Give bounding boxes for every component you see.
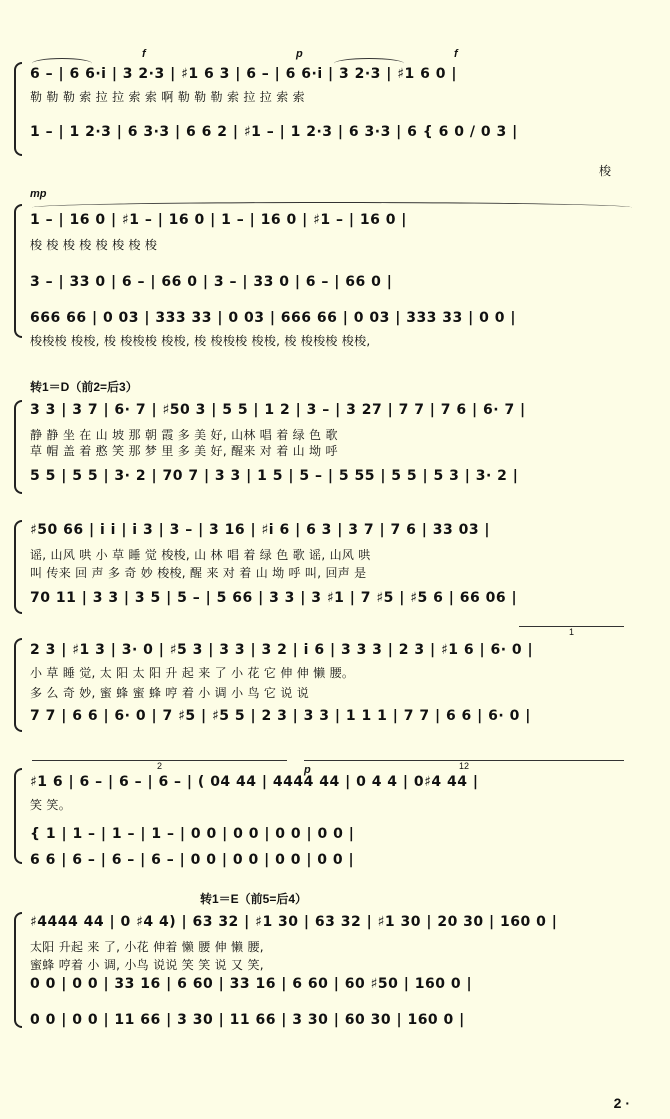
dynamic-p: p <box>296 48 303 60</box>
volta-repeat: 12 <box>304 760 624 771</box>
system-brace <box>14 638 22 732</box>
melody-row: 3 3 | 3 7 | 6· 7 | ♯50 3 | 5 5 | 1 2 | 3 – | 3 27 | 7 7 | 7 6 | 6· 7 | <box>30 402 526 418</box>
lyrics-row-2: 蜜蜂 哼着 小 调, 小鸟 说说 笑 笑 说 又 笑, <box>30 958 264 972</box>
score-system-1 <box>14 48 626 178</box>
dynamic-f: f <box>142 48 146 60</box>
melody-row: 2 3 | ♯1 3 | 3· 0 | ♯5 3 | 3 3 | 3 2 | i 6 | 3 3 3 | 2 3 | ♯1 6 | 6· 0 | <box>30 642 534 658</box>
melody-row: ♯50 66 | i i | i 3 | 3 – | 3 16 | ♯i 6 | 6 3 | 3 7 | 7 6 | 33 03 | <box>30 522 491 538</box>
volta-2: 2 <box>32 760 287 771</box>
score-system-2 <box>14 188 626 356</box>
harmony-row: 3 – | 33 0 | 6 – | 66 0 | 3 – | 33 0 | 6 – | 66 0 | <box>30 274 393 290</box>
score-system-6 <box>14 756 626 866</box>
harmony-row: 0 0 | 0 0 | 33 16 | 6 60 | 33 16 | 6 60 | 60 ♯50 | 160 0 | <box>30 976 473 992</box>
lyrics-row-1: 小 草 睡 觉, 太 阳 太 阳 升 起 来 了 小 花 它 伸 伸 懒 腰。 <box>30 666 355 680</box>
harmony-row: 5 5 | 5 5 | 3· 2 | 70 7 | 3 3 | 1 5 | 5 – | 5 55 | 5 5 | 5 3 | 3· 2 | <box>30 468 519 484</box>
system-brace <box>14 62 22 156</box>
lyrics-row: 梭 梭 梭 梭 梭 梭 梭 梭 <box>30 238 158 252</box>
lyrics-row-1: 谣, 山风 哄 小 草 睡 觉 梭梭, 山 林 唱 着 绿 色 歌 谣, 山风 哄 <box>30 548 371 562</box>
lyrics-row-2: 草 帽 盖 着 憨 笑 那 梦 里 多 美 好, 醒来 对 着 山 坳 呼 <box>30 444 338 458</box>
harmony-row: 7 7 | 6 6 | 6· 0 | 7 ♯5 | ♯5 5 | 2 3 | 3 3 | 1 1 1 | 7 7 | 6 6 | 6· 0 | <box>30 708 531 724</box>
melody-row: ♯4444 44 | 0 ♯4 4) | 63 32 | ♯1 30 | 63 32 | ♯1 30 | 20 30 | 160 0 | <box>30 914 558 930</box>
dynamic-f: f <box>454 48 458 60</box>
system-brace <box>14 768 22 864</box>
melody-row: ♯1 6 | 6 – | 6 – | 6 – | ( 04 44 | 4444 44 | 0 4 4 | 0♯4 44 | <box>30 774 479 790</box>
system-brace <box>14 912 22 1028</box>
page-number: 2 · <box>613 1095 630 1111</box>
score-system-3 <box>14 396 626 496</box>
system-brace <box>14 204 22 338</box>
lyrics-row-2: 多 么 奇 妙, 蜜 蜂 蜜 蜂 哼 着 小 调 小 鸟 它 说 说 <box>30 686 310 700</box>
harmony-row: 70 11 | 3 3 | 3 5 | 5 – | 5 66 | 3 3 | 3 ♯1 | 7 ♯5 | ♯5 6 | 66 06 | <box>30 590 518 606</box>
harmony-row: { 1 | 1 – | 1 – | 1 – | 0 0 | 0 0 | 0 0 | 0 0 | <box>30 826 355 842</box>
bass-row: 666 66 | 0 03 | 333 33 | 0 03 | 666 66 | 0 03 | 333 33 | 0 0 | <box>30 310 516 326</box>
score-system-7 <box>14 908 626 1028</box>
volta-1: 1 <box>519 626 624 637</box>
melody-row: 6 – | 6 6·i | 3 2·3 | ♯1 6 3 | 6 – | 6 6·i | 3 2·3 | ♯1 6 0 | <box>30 66 458 82</box>
dynamic-mp: mp <box>30 188 47 200</box>
harmony-row: 1 – | 1 2·3 | 6 3·3 | 6 6 2 | ♯1 – | 1 2·3 | 6 3·3 | 6 { 6 0 / 0 3 | <box>30 124 518 140</box>
lyrics-row-1: 静 静 坐 在 山 坡 那 朝 霞 多 美 好, 山林 唱 着 绿 色 歌 <box>30 428 338 442</box>
system-brace <box>14 400 22 494</box>
dynamic-p: p <box>304 764 311 776</box>
score-system-4 <box>14 516 626 616</box>
key-change-d: 转1＝D（前2=后3） <box>30 380 138 394</box>
lyrics-row: 勒 勒 勒 索 拉 拉 索 索 啊 勒 勒 勒 索 拉 拉 索 索 <box>30 90 305 104</box>
key-change-e: 转1＝E（前5=后4） <box>200 892 308 906</box>
lyrics-row: 梭 <box>599 164 612 178</box>
lyrics-row-2: 叫 传来 回 声 多 奇 妙 梭梭, 醒 来 对 着 山 坳 呼 叫, 回声 是 <box>30 566 367 580</box>
melody-row: 1 – | 16 0 | ♯1 – | 16 0 | 1 – | 16 0 | ♯1 – | 16 0 | <box>30 212 407 228</box>
score-system-5 <box>14 627 626 732</box>
lyrics-row: 笑 笑。 <box>30 798 72 812</box>
bass-row: 0 0 | 0 0 | 11 66 | 3 30 | 11 66 | 3 30 | 60 30 | 160 0 | <box>30 1012 465 1028</box>
lyrics-row-1: 太阳 升起 来 了, 小花 伸着 懒 腰 伸 懒 腰, <box>30 940 264 954</box>
system-brace <box>14 520 22 614</box>
bass-row: 6 6 | 6 – | 6 – | 6 – | 0 0 | 0 0 | 0 0 | 0 0 | <box>30 852 355 868</box>
lyrics-row: 梭梭梭 梭梭, 梭 梭梭梭 梭梭, 梭 梭梭梭 梭梭, 梭 梭梭梭 梭梭, <box>30 334 371 348</box>
